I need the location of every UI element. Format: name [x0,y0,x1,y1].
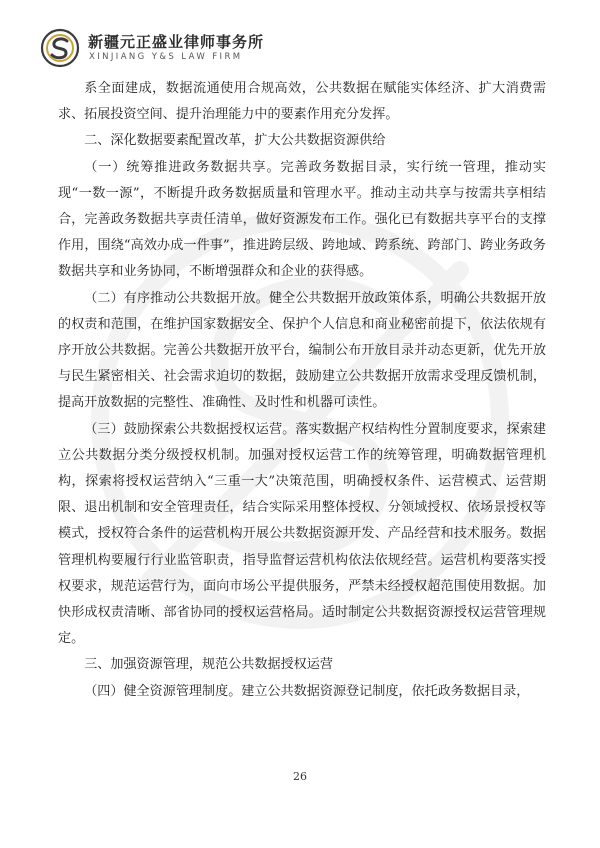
firm-name-en: XINJIANG Y&S LAW FIRM [89,52,243,62]
paragraph-item-2: （二）有序推动公共数据开放。健全公共数据开放政策体系，明确公共数据开放的权责和范围，在维护国家数据安全、保护个人信息和商业秘密前提下，依法依规有序开放公共数据。完善公共数据开放平台，编制公布开放目录并动态更新，优先开放与民生紧密相关、社会需求迫切的数据，鼓励建立公共数据开放需求受理反馈机制，提高开放数据的完整性、准确性、及时性和机器可读性。 [58,290,546,411]
firm-name-cn: 新疆元正盛业律师事务所 [88,33,265,51]
section-heading-2: 二、深化数据要素配置改革，扩大公共数据资源供给 [84,133,386,149]
section-heading-3: 三、加强资源管理，规范公共数据授权运营 [84,657,333,673]
paragraph-item-4: （四）健全资源管理制度。建立公共数据资源登记制度，依托政务数据目录， [84,683,530,699]
paragraph-continuation: 系全面建成，数据流通使用合规高效，公共数据在赋能实体经济、扩大消费需求、拓展投资空间、提升治理能力中的要素作用充分发挥。 [58,81,546,123]
page-header [40,28,560,72]
paragraph-item-3: （三）鼓励探索公共数据授权运营。落实数据产权结构性分置制度要求，探索建立公共数据分类分级授权机制。加强对授权运营工作的统筹管理，明确数据管理机构，探索将授权运营纳入“三重一大”决策范围，明确授权条件、运营模式、运营期限、退出机制和安全管理责任，结合实际采用整体授权、分领域授权、依场景授权等模式，授权符合条件的运营机构开展公共数据资源开发、产品经营和技术服务。数据管理机构要履行行业监管职责，指导监督运营机构依法依规经营。运营机构要落实授权要求，规范运营行为，面向市场公平提供服务，严禁未经授权超范围使用数据。加快形成权责清晰、部省协同的授权运营格局。适时制定公共数据资源授权运营管理规定。 [58,421,546,647]
paragraph-item-1: （一）统筹推进政务数据共享。完善政务数据目录，实行统一管理，推动实现“一数一源”，不断提升政务数据质量和管理水平。推动主动共享与按需共享相结合，完善政务数据共享责任清单，做好资源发布工作。强化已有数据共享平台的支撑作用，围绕“高效办成一件事”，推进跨层级、跨地域、跨系统、跨部门、跨业务政务数据共享和业务协同，不断增强群众和企业的获得感。 [58,159,546,280]
firm-logo-icon [40,28,80,68]
document-body [58,76,546,705]
page-number: 26 [293,770,307,783]
